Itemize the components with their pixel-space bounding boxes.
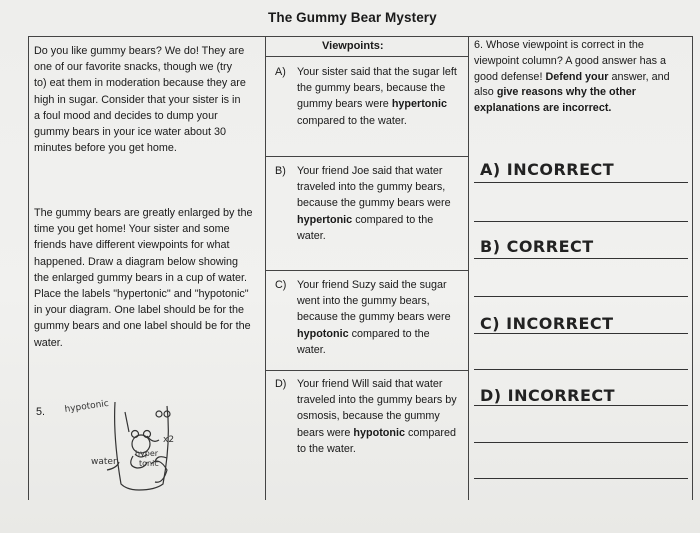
column-divider-2 (468, 36, 469, 500)
answer-line-7 (474, 405, 688, 406)
answer-line-8 (474, 442, 688, 443)
viewpoint-a-letter: A) (275, 66, 286, 78)
table-right-border (692, 36, 693, 500)
answer-line-4 (474, 296, 688, 297)
column-divider-1 (265, 36, 266, 500)
answer-line-5 (474, 333, 688, 334)
water-label: water (91, 457, 117, 467)
task-text: The gummy bears are greatly enlarged by the time you get home! Your sister and some friends have different viewpoints for what happened. Draw a diagram below showing the enlarged gummy bears in a cup of water. Place the labels "hypertonic" and "hypotonic" in your diagram. One label should be for the gummy bears and one label should be for the water. (34, 207, 253, 349)
viewpoint-b-letter: B) (275, 165, 286, 177)
viewpoint-row-divider-b (265, 270, 468, 271)
table-left-border (28, 36, 29, 500)
viewpoint-c-text: Your friend Suzy said the sugar went into the gummy bears, because the gummy bears were hypotonic compared to the water. (297, 279, 451, 356)
viewpoint-d-letter: D) (275, 378, 287, 390)
tonic-label: tonic (139, 459, 159, 468)
gummy-bear-diagram (55, 392, 235, 502)
answer-a: A) INCORRECT (480, 160, 615, 179)
intro-text: Do you like gummy bears? We do! They are one of our favorite snacks, though we (try to) eat them in moderation because they are high in sugar. Consider that your sister is in a foul mood and decides to dump your gummy bears in your ice water about 30 minutes before you get home. (34, 45, 246, 155)
answer-line-2 (474, 221, 688, 222)
question-5-number: 5. (36, 406, 46, 418)
answer-line-3 (474, 258, 688, 259)
viewpoint-row-divider-a (265, 156, 468, 157)
viewpoint-c-letter: C) (275, 279, 287, 291)
viewpoint-a-text: Your sister said that the sugar left the gummy bears, because the gummy bears were hypertonic compared to the water. (297, 66, 457, 127)
viewpoint-b-text: Your friend Joe said that water traveled into the gummy bears, because the gummy bears were hypertonic compared to the water. (297, 165, 451, 242)
question-6-text: 6. Whose viewpoint is correct in the viewpoint column? A good answer has a good defense! Defend your answer, and also give reasons why the other explanations are incorrect. (474, 39, 670, 115)
viewpoint-d-text: Your friend Will said that water traveled into the gummy bears by osmosis, because the gummy bears were hypotonic compared to the water. (297, 378, 457, 455)
answer-c: C) INCORRECT (480, 314, 614, 333)
viewpoint-row-divider-c (265, 370, 468, 371)
header-row-divider (265, 56, 468, 57)
table-top-border (28, 36, 692, 37)
answer-line-1 (474, 182, 688, 183)
hyper-label: hyper (135, 449, 159, 458)
answer-b: B) CORRECT (480, 237, 594, 256)
answer-d: D) INCORRECT (480, 386, 616, 405)
answer-line-9 (474, 478, 688, 479)
x2-label: x2 (163, 435, 175, 445)
hypotonic-label: hypotonic (64, 398, 110, 415)
answer-line-6 (474, 369, 688, 370)
viewpoints-header: Viewpoints: (322, 40, 384, 52)
page-title: The Gummy Bear Mystery (268, 10, 437, 25)
